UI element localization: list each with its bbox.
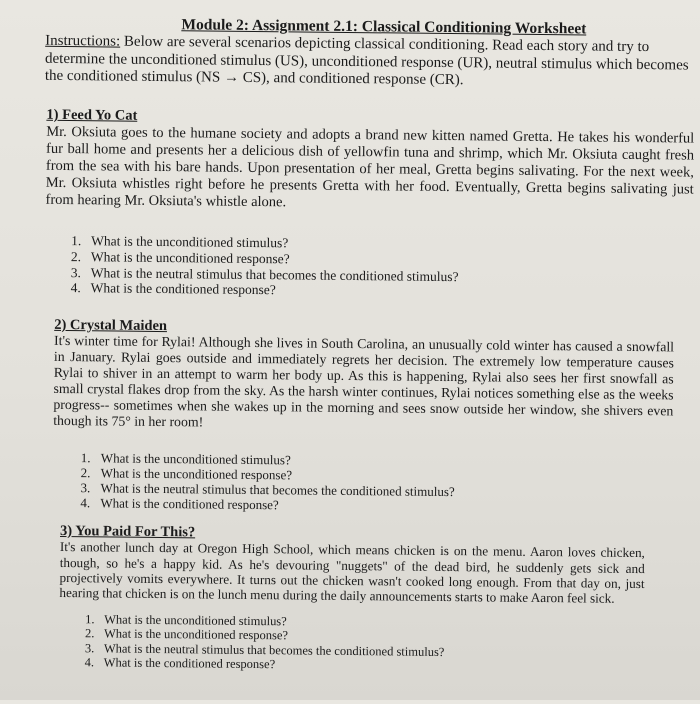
question-text: What is the unconditioned response? (100, 465, 293, 483)
instructions-label: Instructions: (45, 32, 121, 50)
question-text: What is the unconditioned stimulus? (104, 612, 287, 629)
question-number: 4. (70, 280, 81, 296)
section-you-paid-for-this (59, 524, 645, 607)
question-list (85, 612, 445, 673)
section-feed-yo-cat (45, 107, 694, 216)
section-title: 2) Crystal Maiden (54, 316, 168, 335)
question-number: 3. (80, 480, 91, 496)
question-text: What is the conditioned response? (103, 655, 276, 672)
question-number: 2. (84, 626, 95, 641)
question-text: What is the unconditioned stimulus? (91, 233, 289, 251)
section-crystal-maiden (53, 317, 674, 435)
question-text: What is the unconditioned response? (90, 249, 290, 267)
question-number: 1. (85, 612, 95, 627)
question-list (80, 450, 455, 514)
question-text: What is the conditioned response? (100, 495, 279, 513)
question-number: 4. (84, 655, 95, 670)
page-title: Module 2: Assignment 2.1: Classical Conditioning Worksheet (181, 16, 587, 38)
question-text: What is the neutral stimulus that becomes the conditioned stimulus? (103, 641, 445, 659)
question-number: 1. (80, 450, 91, 466)
section-story: Mr. Oksiuta goes to the humane society and adopts a brand new kitten named Gretta. He takes his wonderful fur ball home and presents her a delicious dish of yellowfin tuna and shrimp, which Mr. Oksiuta caught fresh from the sea with his bare hands. Upon presentation of her meal, Gretta begins salivating. For the next week, Mr. Oksiuta whistles right before he presents Gretta with her food. Eventually, Gretta begins salivating just from hearing Mr. Oksiuta's whistle alone. (45, 123, 695, 211)
section-story: It's another lunch day at Oregon High School, which means chicken is on the menu. Aaron loves chicken, though, so he's a happy kid. As he's devouring "nuggets" of the dead bird, he suddenly gets sick and projectively vomits everywhere. It turns out the chicken wasn't cooked long enough. From that day on, just hearing that chicken is on the lunch menu during the daily announcements starts to make Aaron feel sick. (59, 539, 645, 606)
question-number: 2. (80, 465, 91, 481)
question-text: What is the unconditioned stimulus? (100, 450, 291, 468)
question-number: 3. (70, 264, 82, 280)
question-number: 4. (80, 495, 91, 511)
question-number: 3. (84, 641, 95, 656)
question-text: What is the unconditioned response? (103, 626, 289, 643)
section-title: 1) Feed Yo Cat (46, 106, 138, 124)
section-story: It's winter time for Rylai! Although she lives in South Carolina, an unusually cold winter has caused a snowfall in January. Rylai goes outside and immediately regrets her decision. The extremely low temperature causes Rylai to shiver in an attempt to warm her body up. As this is happening, Rylai also sees her first snowfall as small crystal flakes drop from the sky. As the harsh winter continues, Rylai notices something else as the weeks progress-- sometimes when she wakes up in the morning and sees snow outside her window, she shivers even though its 75° in her room! (53, 332, 675, 430)
question-number: 1. (71, 233, 82, 249)
section-title: 3) You Paid For This? (60, 522, 196, 541)
instructions (45, 33, 700, 92)
question-text: What is the neutral stimulus that becomes the conditioned stimulus? (100, 480, 455, 500)
instructions-text: Below are several scenarios depicting classical conditioning. Read each story and try to determine the unconditioned stimulus (US), unconditioned response (UR), neutral stimulus which becomes the conditioned stimulus (NS → CS), and conditioned response (CR). (44, 33, 689, 89)
question-list (71, 233, 459, 300)
question-text: What is the conditioned response? (90, 280, 276, 298)
question-number: 2. (70, 248, 82, 264)
question-text: What is the neutral stimulus that becomes the conditioned stimulus? (90, 264, 459, 284)
